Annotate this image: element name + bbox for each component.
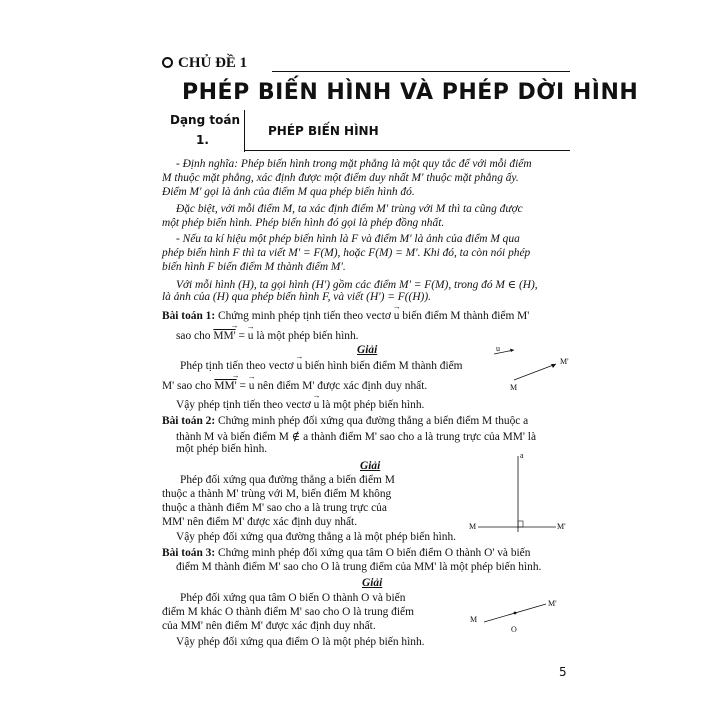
- intro-line: Đặc biệt, với mỗi điểm M, ta xác định điểm M' trùng với M thì ta cũng được: [176, 203, 523, 215]
- point-o-label: O: [511, 625, 517, 634]
- section-divider-horizontal: [244, 150, 570, 151]
- intro-line: Điểm M' gọi là ảnh của điểm M qua phép biến hình đó.: [162, 186, 415, 198]
- problem-2-line: Bài toán 2: Chứng minh phép đối xứng qua đường thẳng a biến điểm M thuộc a: [162, 415, 529, 427]
- solution-heading: Giải: [362, 577, 383, 589]
- section-type-label: Dạng toán: [170, 113, 240, 127]
- solution-2-line: Vậy phép đối xứng qua đường thẳng a là một phép biến hình.: [176, 531, 456, 543]
- intro-line: Với mỗi hình (H), ta gọi hình (H') gồm các điểm M' = F(M), trong đó M ∈ (H),: [176, 279, 538, 291]
- point-mprime-label: M': [548, 599, 557, 608]
- point-mprime-label: M': [557, 522, 566, 531]
- solution-1-line: M' sao cho MM' → = → u nên điểm M' được xác định duy nhất.: [162, 380, 427, 392]
- intro-line: M thuộc mặt phẳng, xác định được một điểm duy nhất M' thuộc mặt phẳng ấy.: [162, 172, 519, 184]
- center-point-o: [514, 612, 517, 615]
- intro-line: - Nếu ta kí hiệu một phép biến hình là F và điểm M' là ảnh của điểm M qua: [176, 233, 520, 245]
- problem-3-line: Bài toán 3: Chứng minh phép đối xứng qua tâm O biến điểm O thành O' và biến: [162, 547, 531, 559]
- intro-line: một phép biến hình. Phép biến hình đó gọi là phép đồng nhất.: [162, 217, 445, 229]
- solution-heading: Giải: [360, 460, 381, 472]
- problem-3-line: điểm M thành điểm M' sao cho O là trung điểm của MM' là một phép biến hình.: [176, 561, 542, 573]
- solution-heading: Giải: [357, 344, 378, 356]
- solution-1-line: Phép tịnh tiến theo vectơ → u biến hình biến điểm M thành điểm: [180, 360, 463, 372]
- solution-2-line: Phép đối xứng qua đường thẳng a biến điểm M: [180, 474, 395, 486]
- problem-1-line: sao cho MM' → = → u là một phép biến hình.: [176, 330, 359, 342]
- section-divider-vertical: [244, 110, 245, 152]
- section-title: PHÉP BIẾN HÌNH: [268, 124, 379, 138]
- right-angle-mark: [518, 521, 523, 527]
- point-mprime-label: M': [560, 357, 569, 366]
- vector-u-label: u: [496, 344, 500, 353]
- solution-1-line: Vậy phép tịnh tiến theo vectơ → u là một phép biến hình.: [176, 399, 424, 411]
- intro-line: là ảnh của (H) qua phép biến hình F, và viết (H') = F((H)).: [162, 291, 431, 303]
- solution-3-line: của MM' nên điểm M' được xác định duy nhất.: [162, 620, 376, 632]
- page-number: 5: [559, 665, 567, 679]
- line-a-label: a: [520, 451, 524, 460]
- heading-rule: [272, 71, 570, 72]
- point-m-label: M: [469, 522, 477, 531]
- point-m-label: M: [470, 615, 478, 624]
- arrow-head-icon: [510, 349, 514, 353]
- intro-line: phép biến hình F thì ta viết M' = F(M), hoặc F(M) = M'. Khi đó, ta còn nói phép: [162, 247, 531, 259]
- axial-symmetry-figure: [466, 450, 576, 540]
- problem-1-line: Bài toán 1: Chứng minh phép tịnh tiến theo vectơ → u biến điểm M thành điểm M': [162, 310, 529, 322]
- vector-mm-arrow: [514, 364, 556, 380]
- solution-3-line: Phép đối xứng qua tâm O biến O thành O và biến: [180, 592, 406, 604]
- solution-3-line: điểm M khác O thành điểm M' sao cho O là trung điểm: [162, 606, 414, 618]
- solution-3-line: Vậy phép đối xứng qua điểm O là một phép biến hình.: [176, 636, 425, 648]
- circle-bullet-icon: [162, 57, 173, 68]
- solution-2-line: thuộc a thành điểm M' sao cho a là trung trực của: [162, 502, 387, 514]
- central-symmetry-figure: [466, 592, 576, 642]
- intro-line: biến hình F biến điểm M thành điểm M'.: [162, 261, 346, 273]
- problem-2-line: thành M và biến điểm M ∉ a thành điểm M' sao cho a là trung trực của MM' là: [176, 431, 537, 443]
- intro-line: - Định nghĩa: Phép biến hình trong mặt phẳng là một quy tắc để với mỗi điểm: [176, 158, 532, 170]
- section-number: 1.: [196, 133, 209, 147]
- problem-2-line: một phép biến hình.: [176, 443, 268, 455]
- point-m-label: M: [510, 383, 518, 392]
- solution-2-line: thuộc a thành M' trùng với M, biến điểm M không: [162, 488, 392, 500]
- topic-label: CHỦ ĐỀ 1: [178, 55, 248, 71]
- translation-figure: [486, 342, 576, 392]
- chapter-title: PHÉP BIẾN HÌNH VÀ PHÉP DỜI HÌNH: [182, 80, 639, 105]
- topic-heading: [162, 55, 247, 72]
- solution-2-line: MM' nên điểm M' được xác định duy nhất.: [162, 516, 358, 528]
